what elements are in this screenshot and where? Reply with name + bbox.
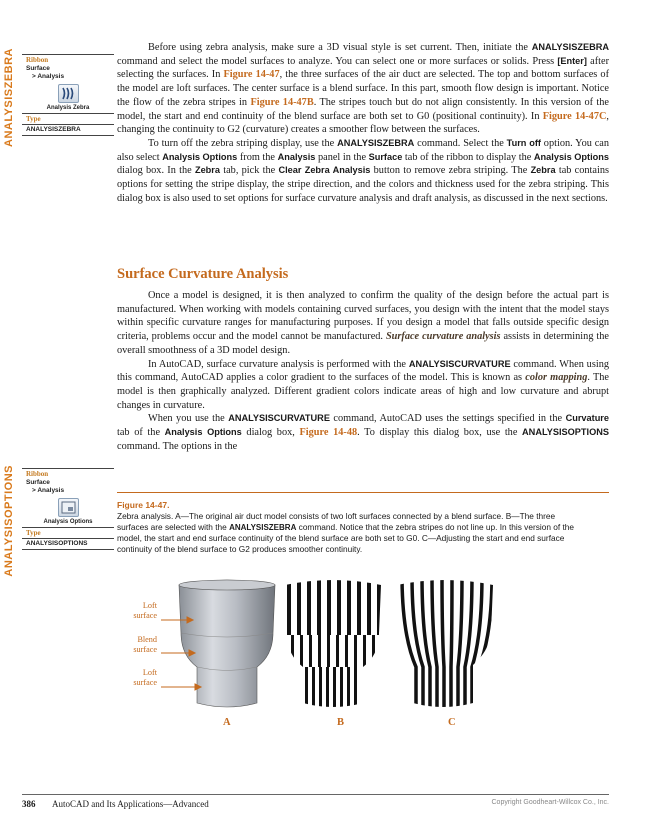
- panel-label-a: A: [223, 717, 231, 728]
- copyright-notice: Copyright Goodheart-Willcox Co., Inc.: [491, 799, 609, 806]
- duct-zebra-g0: [277, 575, 387, 715]
- type-label: Type: [26, 115, 41, 123]
- paragraph: Before using zebra analysis, make sure a 3D visual style is set current. Then, initiate the ANALYSISZEBRA command and select the model surfaces to analyze. You can select one or more surfaces or solids. Press [Enter] after selecting the surfaces. In Figure 14-47, the three surfaces of the air duct are selected. The top and bottom surfaces of the model are loft surfaces. The center surface is a blend surface. In this part, smooth flow design is important. Notice the flow of the zebra stripes in Figure 14-47B. The stripes touch but do not align consistently. In this version of the model, the start and end continuity of the blend surface are both set to G0 (positional continuity). In Figure 14-47C, changing the continuity to G2 (curvature) creates a smoother flow between the surfaces.: [117, 42, 610, 136]
- zebra-analysis-icon: [58, 84, 79, 103]
- footer-rule: [22, 794, 609, 795]
- analysis-options-icon: [58, 498, 79, 517]
- figure-reference: Figure 14-47B: [250, 96, 314, 108]
- type-label: Type: [26, 529, 41, 537]
- command-box-zebra: [22, 54, 114, 136]
- body-text-upper: [117, 41, 609, 205]
- tool-name: Analysis Zebra: [46, 105, 90, 111]
- command-box-options: [22, 468, 114, 550]
- paragraph: In AutoCAD, surface curvature analysis is performed with the ANALYSISCURVATURE command. When using this command, AutoCAD applies a color gradient to the surfaces of the model. This is known as color mapping. The model is then graphically analyzed. Different gradient colors indicate areas of high and low curvature and abrupt changes in curvature.: [117, 358, 609, 411]
- ribbon-label: Ribbon: [26, 56, 49, 64]
- figure-reference: Figure 14-47C: [542, 110, 607, 122]
- ribbon-path: Surface > Analysis: [26, 65, 65, 80]
- figure-reference: Figure 14-48: [299, 427, 358, 439]
- duct-zebra-g2: [387, 575, 502, 715]
- paragraph: To turn off the zebra striping display, use the ANALYSISZEBRA command. Select the Turn off option. You can also select Analysis Options from the Analysis panel in the Surface tab of the ribbon to display the Analysis Options dialog box. In the Zebra tab, pick the Clear Zebra Analysis button to remove zebra striping. The Zebra tab contains options for setting the stripe display, the stripe direction, and the colors and thickness used for the zebra striping. This dialog box is also used to set options for surface curvature analysis and draft analysis, as discussed in the next sections.: [117, 137, 610, 204]
- sidebar-vertical-label-zebra: ANALYSISZEBRA: [3, 48, 15, 147]
- label-blend-surface: Blend surface: [133, 635, 157, 654]
- command-name: ANALYSISOPTIONS: [26, 540, 88, 547]
- command-name: ANALYSISZEBRA: [26, 126, 81, 133]
- duct-shaded-model: [179, 580, 275, 707]
- section-heading: Surface Curvature Analysis: [117, 266, 289, 282]
- ribbon-label: Ribbon: [26, 470, 49, 478]
- figure-illustration: [117, 575, 609, 715]
- figure-caption: Figure 14-47. Zebra analysis. A—The original air duct model consists of two loft surfaces connected by a blend surface. B—The three surfaces are selected with the ANALYSISZEBRA command. Notice that the zebra stripes do not line up. In this version of the model, the start and end surface continuity of the blend surface are both set to G0. C—Adjusting the start and end surface continuity of the blend surface to G2 produces smoother continuity.: [117, 500, 577, 555]
- body-text-lower: [117, 289, 609, 453]
- paragraph: Once a model is designed, it is then analyzed to confirm the quality of the design before the actual part is manufactured. When working with models containing curved surfaces, you design with the intent that the model stays within specific curvature ranges for manufacturing purposes. If you design a model that falls outside specific design criteria, problems occur and the model cannot be manufactured. Surface curvature analysis assists in determining the overall smoothness of a 3D model design.: [117, 290, 609, 356]
- paragraph: When you use the ANALYSISCURVATURE command, AutoCAD uses the settings specified in the Curvature tab of the Analysis Options dialog box, Figure 14-48. To display this dialog box, use the ANALYSISOPTIONS command. The options in the: [117, 413, 610, 452]
- figure-number: Figure 14-47.: [117, 500, 170, 510]
- defined-term: Surface curvature analysis: [385, 331, 501, 343]
- sidebar-vertical-label-options: ANALYSISOPTIONS: [3, 465, 15, 577]
- panel-label-c: C: [448, 717, 456, 728]
- label-loft-surface-top: Loft surface: [133, 601, 157, 620]
- ribbon-path: Surface > Analysis: [26, 479, 65, 494]
- tool-name: Analysis Options: [43, 519, 93, 525]
- defined-term: color mapping: [525, 372, 588, 384]
- label-loft-surface-bottom: Loft surface: [133, 668, 157, 687]
- panel-label-b: B: [337, 717, 345, 728]
- figure-top-rule: [117, 492, 609, 493]
- book-title: AutoCAD and Its Applications—Advanced: [52, 799, 209, 809]
- figure-reference: Figure 14-47: [223, 69, 280, 81]
- page-number: 386: [22, 799, 36, 809]
